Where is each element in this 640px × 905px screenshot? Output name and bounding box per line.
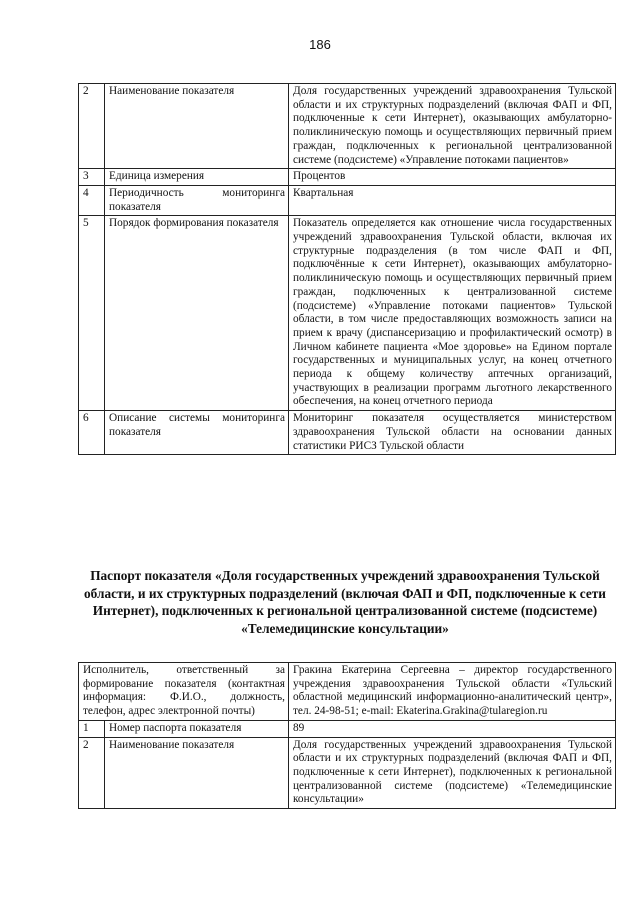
row-label: Наименование показателя <box>105 84 289 169</box>
row-value: 89 <box>289 720 616 737</box>
indicator-table-1 <box>78 83 616 455</box>
row-label: Единица измерения <box>105 169 289 186</box>
row-label: Номер паспорта показателя <box>105 720 289 737</box>
row-value: Мониторинг показателя осуществляется министерством здравоохранения Тульской области на основании данных статистики РИСЗ Тульской области <box>289 411 616 455</box>
row-number: 6 <box>79 411 105 455</box>
passport-title: Паспорт показателя «Доля государственных учреждений здравоохранения Тульской области, и их структурных подразделений (включая ФАП и ФП, подключенные к сети Интернет), подключенных к региональной централизованной системе (подсистеме) «Телемедицинские консультации» <box>84 568 606 636</box>
row-number: 2 <box>79 737 105 809</box>
row-label: Порядок формирования показателя <box>105 216 289 411</box>
table-row <box>79 169 616 186</box>
table-row <box>79 737 616 809</box>
row-label: Описание системы мониторинга показателя <box>105 411 289 455</box>
executor-value: Гракина Екатерина Сергеевна – директор государственного учреждения здравоохранения Тульской области «Тульский областной медицинский информационно-аналитический центр», тел. 24-98-51; e-mail: Ekaterina.Grakina@tularegion.ru <box>289 663 616 721</box>
row-number: 5 <box>79 216 105 411</box>
row-label: Наименование показателя <box>105 737 289 809</box>
indicator-table-2 <box>78 662 616 809</box>
table-row <box>79 663 616 721</box>
row-number: 4 <box>79 185 105 215</box>
table-row <box>79 720 616 737</box>
row-value: Доля государственных учреждений здравоохранения Тульской области и их структурных подразделений (включая ФАП и ФП, подключенные к сети Интернет), подключенных к региональной централизованной системе (подсистеме) «Телемедицинские консультации» <box>289 737 616 809</box>
table-row <box>79 216 616 411</box>
row-label: Периодичность мониторинга показателя <box>105 185 289 215</box>
row-value: Процентов <box>289 169 616 186</box>
row-number: 2 <box>79 84 105 169</box>
executor-label: Исполнитель, ответственный за формирование показателя (контактная информация: Ф.И.О., должность, телефон, адрес электронной почты) <box>79 663 289 721</box>
table-row <box>79 84 616 169</box>
row-value: Квартальная <box>289 185 616 215</box>
row-value: Доля государственных учреждений здравоохранения Тульской области и их структурных подразделений (включая ФАП и ФП, подключенные к сети Интернет), оказывающих амбулаторно-поликлиническую помощь и осуществляющих первичный прием граждан, подключенных к региональной централизованной системе (подсистеме) «Управление потоками пациентов» <box>289 84 616 169</box>
table-row <box>79 185 616 215</box>
row-number: 1 <box>79 720 105 737</box>
page-number: 186 <box>309 37 331 52</box>
row-value: Показатель определяется как отношение числа государственных учреждений здравоохранения Тульской области, включая их структурные подразделения (в том числе ФАП и ФП, подключённые к сети Интернет), оказывающих амбулаторно-поликлиническую помощь и осуществляющих первичный прием граждан, подключенных к централизованной системе (подсистеме) «Управление потоками пациентов» Тульской области, в том числе предоставляющих возможность записи на прием к врачу (диспансеризацию и профилактический осмотр) в Личном кабинете пациента «Мое здоровье» на Едином портале государственных и муниципальных услуг, на конец отчетного периода к общему количеству аптечных организаций, участвующих в реализации программ льготного лекарственного обеспечения, на конец отчетного периода <box>289 216 616 411</box>
table-row <box>79 411 616 455</box>
row-number: 3 <box>79 169 105 186</box>
